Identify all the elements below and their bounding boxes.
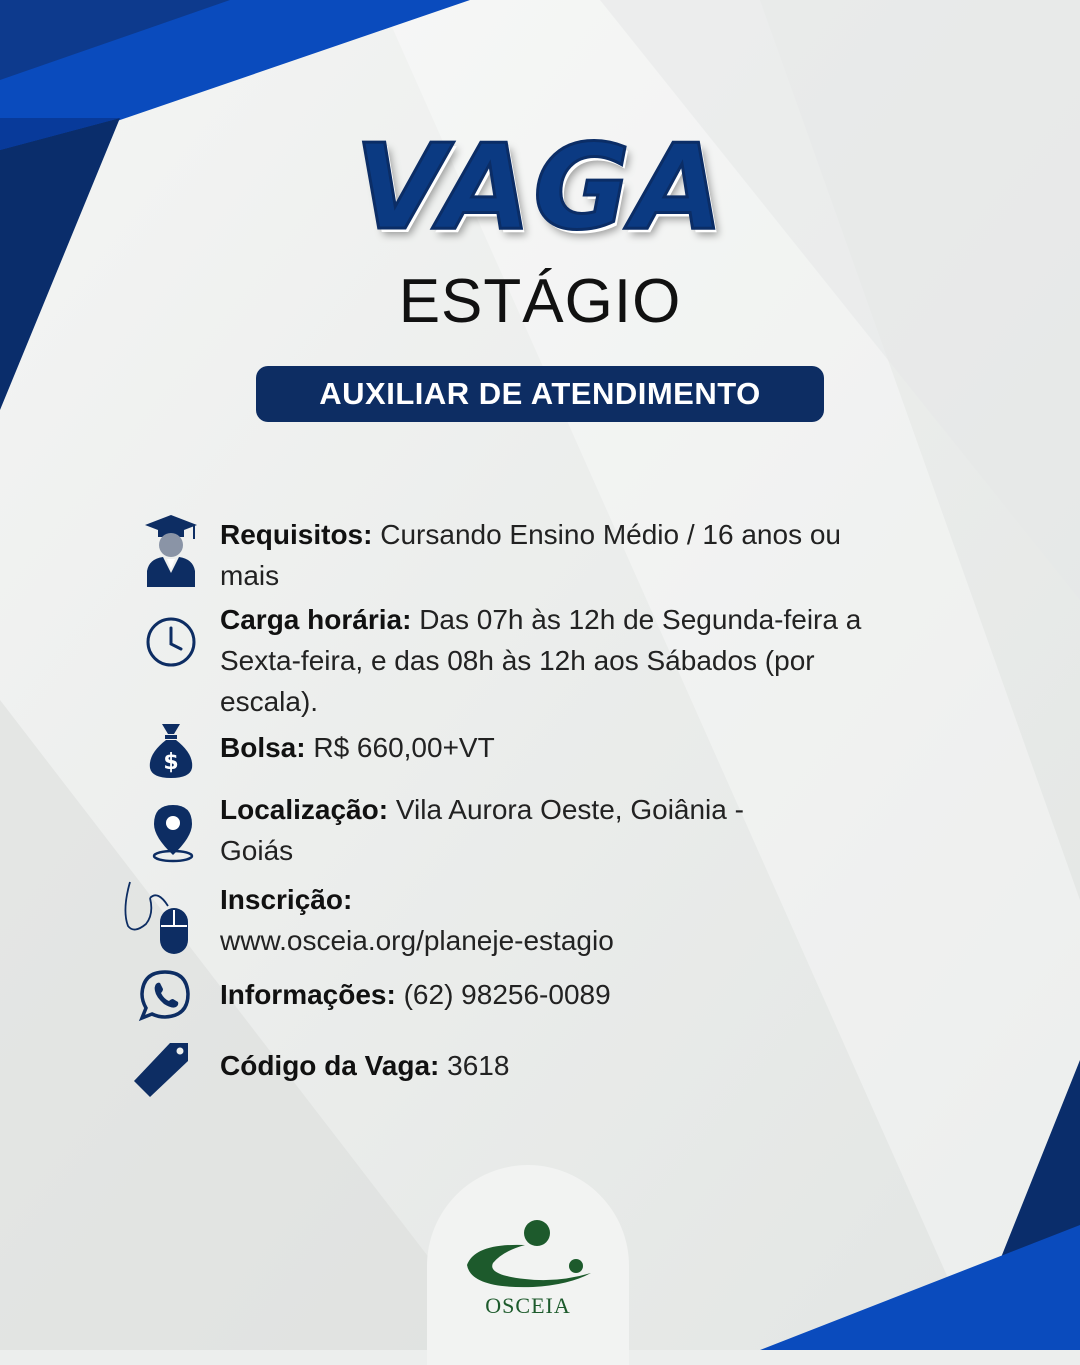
location-item [220, 789, 780, 871]
requirements-item [220, 514, 860, 596]
location-value: Vila Aurora Oeste, Goiânia - Goiás [220, 794, 744, 866]
graduate-icon [143, 513, 199, 589]
info-label: Informações: [220, 979, 396, 1010]
position-badge: AUXILIAR DE ATENDIMENTO [256, 366, 824, 422]
whatsapp-icon [138, 968, 192, 1022]
page-subtitle: ESTÁGIO [398, 267, 682, 336]
stipend-label: Bolsa: [220, 732, 306, 763]
mouse-icon [120, 880, 192, 956]
logo-container [427, 1165, 629, 1365]
schedule-item [220, 599, 910, 722]
info-item [220, 974, 920, 1015]
requirements-value: Cursando Ensino Médio / 16 anos ou mais [220, 519, 841, 591]
location-pin-icon [150, 803, 196, 863]
job-code-item [220, 1045, 860, 1086]
registration-item [220, 879, 860, 961]
logo-icon [465, 1217, 595, 1293]
schedule-value: Das 07h às 12h de Segunda-feira a Sexta-feira, e das 08h às 12h aos Sábados (por escala). [220, 604, 862, 717]
svg-text:$: $ [163, 750, 179, 775]
registration-link[interactable]: www.osceia.org/planeje-estagio [220, 925, 614, 956]
page-title: VAGA [354, 118, 726, 256]
job-code-label: Código da Vaga: [220, 1050, 440, 1081]
clock-icon [145, 616, 197, 668]
registration-label: Inscrição: [220, 884, 353, 915]
requirements-label: Requisitos: [220, 519, 373, 550]
schedule-label: Carga horária: [220, 604, 412, 635]
money-bag-icon [146, 722, 196, 780]
job-code-value: 3618 [447, 1050, 510, 1081]
info-phone[interactable]: (62) 98256-0089 [403, 979, 611, 1010]
stipend-item [220, 727, 860, 768]
location-label: Localização: [220, 794, 389, 825]
logo-text: OSCEIA [485, 1293, 571, 1318]
stipend-value: R$ 660,00+VT [313, 732, 495, 763]
tag-icon [132, 1041, 190, 1099]
